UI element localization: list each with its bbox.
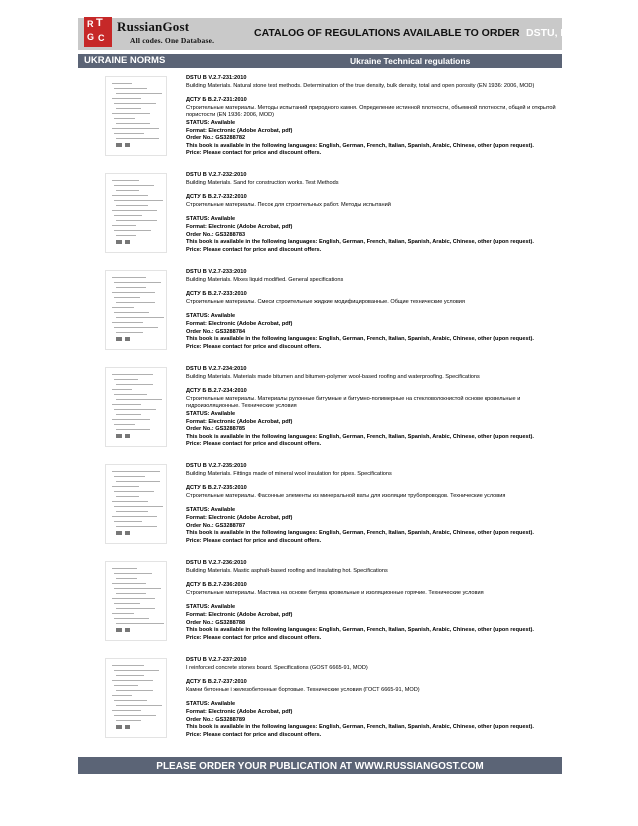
title-en: Building Materials. Natural stone test methods. Determination of the true density, bulk density, total and open porosity (EN 1936: 2006, MOD) (186, 82, 535, 89)
price: Price: Please contact for price and discount offers. (186, 441, 322, 448)
standards-tag: DSTU, DBN (526, 27, 584, 39)
languages: This book is available in the following languages: English, German, French, Italian, Spanish, Arabic, Chinese, other (upon request). (186, 530, 534, 537)
section-title: UKRAINE NORMS (84, 55, 166, 66)
entry-text (186, 172, 560, 254)
entry-text (186, 560, 560, 642)
entry-text (186, 269, 560, 351)
document-thumbnail[interactable] (105, 173, 167, 253)
price: Price: Please contact for price and discount offers. (186, 246, 322, 253)
languages: This book is available in the following languages: English, German, French, Italian, Spanish, Arabic, Chinese, other (upon request). (186, 142, 534, 149)
logo-tagline: All codes. One Database. (130, 36, 215, 45)
status: STATUS: Available (186, 313, 236, 320)
format: Format: Electronic (Adobe Acrobat, pdf) (186, 223, 293, 230)
title-ru: Камни бетонные і железобетонные бортовые. Технические условия (ГОСТ 6665-91, MOD) (186, 686, 420, 693)
format: Format: Electronic (Adobe Acrobat, pdf) (186, 320, 293, 327)
order-number: Order No.: GS3288788 (186, 619, 246, 626)
document-thumbnail[interactable] (105, 367, 167, 447)
price: Price: Please contact for price and discount offers. (186, 343, 322, 350)
logo-name: RussianGost (117, 19, 190, 34)
title-en: Building Materials. Sand for construction works. Test Methods (186, 179, 339, 186)
order-number: Order No.: GS3288782 (186, 135, 246, 142)
title-ru: Строительные материалы. Фасонные элементы из минеральной ваты для изоляции трубопроводов. Технические условия (186, 492, 506, 499)
entry-text (186, 463, 560, 545)
entry-text (186, 366, 560, 449)
title-en: Building Materials. Fittings made of mineral wool insulation for pipes. Specifications (186, 470, 392, 477)
status: STATUS: Available (186, 410, 236, 417)
title-en: Building Materials. Materials made bitumen and bitumen-polymer wool-based roofing and waterproofing. Specifications (186, 373, 480, 380)
languages: This book is available in the following languages: English, German, French, Italian, Spanish, Arabic, Chinese, other (upon request). (186, 239, 534, 246)
order-number: Order No.: GS3288789 (186, 716, 246, 723)
code-en: DSTU B V.2.7-234:2010 (186, 366, 247, 372)
code-en: DSTU B V.2.7-232:2010 (186, 172, 247, 178)
title-ru: Строительные материалы. Методы испытаний природного камня. Определение истинной плотности, объемной плотности, общей и открытой пористости (EN 1936: 2006, MOD) (186, 104, 556, 119)
entry-text (186, 75, 560, 158)
title-en: Building Materials. Mastic asphalt-based roofing and insulating hot. Specifications (186, 567, 388, 574)
catalog-title: CATALOG OF REGULATIONS AVAILABLE TO ORDER (254, 27, 520, 39)
status: STATUS: Available (186, 507, 236, 514)
code-ru: ДСТУ Б В.2.7-232:2010 (186, 194, 247, 201)
format: Format: Electronic (Adobe Acrobat, pdf) (186, 611, 293, 618)
languages: This book is available in the following languages: English, German, French, Italian, Spanish, Arabic, Chinese, other (upon request). (186, 627, 534, 634)
document-thumbnail[interactable] (105, 464, 167, 544)
code-ru: ДСТУ Б В.2.7-236:2010 (186, 582, 247, 589)
order-number: Order No.: GS3288784 (186, 328, 246, 335)
code-ru: ДСТУ Б В.2.7-234:2010 (186, 388, 247, 395)
title-en: I reinforced concrete stones board. Specifications (GOST 6665-91, MOD) (186, 664, 368, 671)
title-ru: Строительные материалы. Мастика на основе битума кровельные и изоляционные горячие. Технические условия (186, 589, 484, 596)
order-number: Order No.: GS3288787 (186, 522, 246, 529)
title-ru: Строительные материалы. Песок для строительных работ. Методы испытаний (186, 201, 391, 208)
code-en: DSTU B V.2.7-233:2010 (186, 269, 247, 275)
document-thumbnail[interactable] (105, 76, 167, 156)
logo[interactable] (84, 16, 234, 48)
code-en: DSTU B V.2.7-236:2010 (186, 560, 247, 566)
code-ru: ДСТУ Б В.2.7-237:2010 (186, 679, 247, 686)
status: STATUS: Available (186, 604, 236, 611)
price: Price: Please contact for price and discount offers. (186, 731, 322, 738)
price: Price: Please contact for price and discount offers. (186, 150, 322, 157)
title-ru: Строительные материалы. Материалы рулонные битумные и битумно-полимерные на стекловолокнистой основе кровельные и гидроизоляционные. Технические условия (186, 395, 521, 410)
title-en: Building Materials. Mixes liquid modified. General specifications (186, 276, 344, 283)
languages: This book is available in the following languages: English, German, French, Italian, Spanish, Arabic, Chinese, other (upon request). (186, 336, 534, 343)
order-link[interactable]: PLEASE ORDER YOUR PUBLICATION AT WWW.RUSSIANGOST.COM (156, 761, 484, 772)
code-en: DSTU B V.2.7-235:2010 (186, 463, 247, 469)
document-thumbnail[interactable] (105, 561, 167, 641)
footer-bar (78, 757, 562, 774)
code-en: DSTU B V.2.7-237:2010 (186, 657, 247, 663)
price: Price: Please contact for price and discount offers. (186, 537, 322, 544)
status: STATUS: Available (186, 216, 236, 223)
format: Format: Electronic (Adobe Acrobat, pdf) (186, 127, 293, 134)
format: Format: Electronic (Adobe Acrobat, pdf) (186, 514, 293, 521)
document-thumbnail[interactable] (105, 270, 167, 350)
section-subtitle: Ukraine Technical regulations (350, 56, 471, 66)
entry-text (186, 657, 560, 739)
format: Format: Electronic (Adobe Acrobat, pdf) (186, 708, 293, 715)
languages: This book is available in the following languages: English, German, French, Italian, Spanish, Arabic, Chinese, other (upon request). (186, 724, 534, 731)
order-number: Order No.: GS3288785 (186, 426, 246, 433)
code-ru: ДСТУ Б В.2.7-233:2010 (186, 291, 247, 298)
logo-mark-icon: R T G C (84, 17, 112, 47)
price: Price: Please contact for price and discount offers. (186, 634, 322, 641)
format: Format: Electronic (Adobe Acrobat, pdf) (186, 418, 293, 425)
code-ru: ДСТУ Б В.2.7-235:2010 (186, 485, 247, 492)
status: STATUS: Available (186, 119, 236, 126)
code-en: DSTU B V.2.7-231:2010 (186, 75, 247, 81)
order-number: Order No.: GS3288783 (186, 231, 246, 238)
languages: This book is available in the following languages: English, German, French, Italian, Spanish, Arabic, Chinese, other (upon request). (186, 433, 534, 440)
title-ru: Строительные материалы. Смеси строительные жидкие модифицированные. Общие технические условия (186, 298, 465, 305)
code-ru: ДСТУ Б В.2.7-231:2010 (186, 97, 247, 104)
document-thumbnail[interactable] (105, 658, 167, 738)
status: STATUS: Available (186, 701, 236, 708)
